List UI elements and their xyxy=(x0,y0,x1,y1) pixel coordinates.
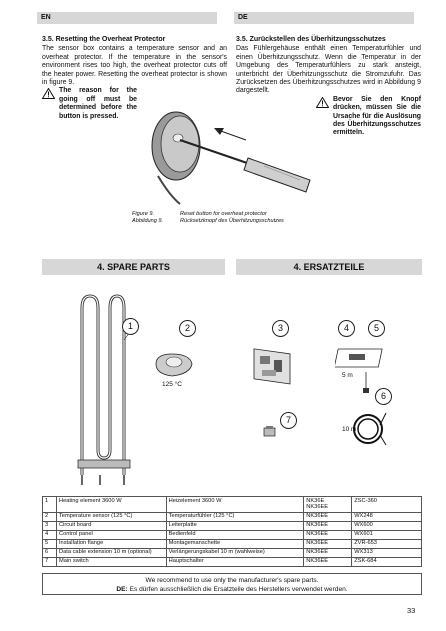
table-row xyxy=(43,497,422,513)
ersatzteile-heading: 4. ERSATZTEILE xyxy=(293,262,365,272)
callout-1 xyxy=(122,318,139,335)
table-cell-no: 4 xyxy=(43,530,57,539)
table-cell-en: Main switch xyxy=(56,557,166,566)
callout-3 xyxy=(272,320,289,337)
callout-1-label: 1 xyxy=(127,321,133,331)
figure-caption-en xyxy=(132,211,284,218)
table-cell-en: Installation flange xyxy=(56,539,166,548)
cable-drawing xyxy=(360,372,374,394)
table-cell-no: 5 xyxy=(43,539,57,548)
callout-3-label: 3 xyxy=(277,323,283,333)
table-cell-code: WX248 xyxy=(352,512,422,521)
table-cell-code: WX313 xyxy=(352,548,422,557)
ersatzteile-banner xyxy=(236,259,422,275)
callout-6-label: 6 xyxy=(380,391,386,401)
table-cell-model: NK36EE xyxy=(304,548,352,557)
table-row xyxy=(43,539,422,548)
callout-4 xyxy=(338,320,355,337)
table-cell-model: NK36EE xyxy=(304,521,352,530)
de-warning xyxy=(316,96,421,138)
table-cell-no: 3 xyxy=(43,521,57,530)
callout-2 xyxy=(179,320,196,337)
spare-parts-note xyxy=(42,573,422,595)
spare-parts-table xyxy=(42,496,422,567)
table-cell-code: WX601 xyxy=(352,530,422,539)
table-cell-en: Control panel xyxy=(56,530,166,539)
table-cell-en: Data cable extension 10 m (optional) xyxy=(56,548,166,557)
note-de-prefix: DE: xyxy=(116,586,128,593)
temperature-sensor-drawing xyxy=(152,350,197,380)
table-cell-de: Hauptschalter xyxy=(166,557,304,566)
figure-caption-de xyxy=(132,218,284,225)
table-cell-code: ZVR-653 xyxy=(352,539,422,548)
table-cell-de: Leiterplatte xyxy=(166,521,304,530)
reset-button-illustration xyxy=(140,100,320,208)
callout-4-label: 4 xyxy=(343,323,349,333)
table-row xyxy=(43,512,422,521)
circuit-board-drawing xyxy=(248,342,298,392)
spare-parts-banner xyxy=(42,259,225,275)
de-warning-text: Bevor Sie den Knopf drücken, müssen Sie die Ursache für die Auslösung des Überhitzungsschutzes ermitteln. xyxy=(333,95,421,137)
figure-caption xyxy=(132,211,284,225)
callout-7-label: 7 xyxy=(285,415,291,425)
en-section-title: 3.5. Resetting the Overheat Protector xyxy=(42,36,166,43)
spare-parts-heading: 4. SPARE PARTS xyxy=(97,262,170,272)
length-10m-label: 10 m xyxy=(342,426,357,433)
table-cell-en: Circuit board xyxy=(56,521,166,530)
callout-7 xyxy=(280,412,297,429)
table-cell-model: NK36EE xyxy=(304,512,352,521)
table-cell-de: Verlängerungskabel 10 m (wahlweise) xyxy=(166,548,304,557)
temp-label: 125 °C xyxy=(162,381,182,388)
lang-label-de: DE xyxy=(238,14,248,21)
de-body-text: Das Fühlergehäuse enthält einen Temperaturfühler und einen Überhitzungsschutz. Wenn die Temperatur in der Umgebung des Temperaturfühlers zu stark ansteigt, unterbricht der Überhitzungsschutz die Stromzufuhr. Das Zurücksetzen des Überhitzungsschutzes wird in Abbildung 9 dargestellt. xyxy=(236,45,421,95)
en-warning-text: The reason for the going off must be determined before the button is pressed. xyxy=(59,87,137,120)
figure-label-en: Figure 9. xyxy=(132,211,155,217)
table-cell-en: Temperature sensor (125 °C) xyxy=(56,512,166,521)
callout-5-label: 5 xyxy=(373,323,379,333)
table-cell-no: 7 xyxy=(43,557,57,566)
table-cell-model: NK36E NK36EE xyxy=(304,497,352,513)
callout-2-label: 2 xyxy=(184,323,190,333)
table-cell-de: Heizelement 3600 W xyxy=(166,497,304,513)
table-cell-no: 1 xyxy=(43,497,57,513)
table-cell-de: Montagemanschette xyxy=(166,539,304,548)
table-cell-en: Heating element 3600 W xyxy=(56,497,166,513)
table-cell-no: 6 xyxy=(43,548,57,557)
main-switch-drawing xyxy=(262,425,278,439)
callout-5 xyxy=(368,320,385,337)
figure-text-en: Reset button for overheat protector xyxy=(180,211,267,217)
control-panel-drawing xyxy=(335,345,387,373)
callout-6 xyxy=(375,388,392,405)
table-cell-model: NK36EE xyxy=(304,539,352,548)
table-cell-model: NK36EE xyxy=(304,557,352,566)
lang-tab-en xyxy=(37,12,217,24)
table-cell-no: 2 xyxy=(43,512,57,521)
figure-label-de: Abbildung 9. xyxy=(132,218,164,224)
page-number: 33 xyxy=(407,606,416,615)
length-5m-label: 5 m xyxy=(342,372,353,379)
lang-tab-de xyxy=(234,12,414,24)
warning-icon xyxy=(42,88,55,99)
spare-parts-table-body xyxy=(43,497,422,567)
note-de: Es dürfen ausschließlich die Ersatzteile des Herstellers verwendet werden. xyxy=(129,586,348,593)
note-en: We recommend to use only the manufacturer's spare parts. xyxy=(145,577,319,584)
note-de-line xyxy=(43,585,421,594)
table-cell-model: NK36EE xyxy=(304,530,352,539)
lang-label-en: EN xyxy=(41,14,51,21)
table-cell-code: WX600 xyxy=(352,521,422,530)
de-section-title: 3.5. Zurückstellen des Überhitzungsschutzes xyxy=(236,36,386,43)
table-row xyxy=(43,557,422,566)
table-cell-code: ZSC-360 xyxy=(352,497,422,513)
table-cell-de: Bedienfeld xyxy=(166,530,304,539)
table-cell-code: ZSK-684 xyxy=(352,557,422,566)
table-cell-de: Temperaturfühler (125 °C) xyxy=(166,512,304,521)
table-row xyxy=(43,530,422,539)
table-row xyxy=(43,548,422,557)
en-body-text: The sensor box contains a temperature sensor and an overheat protector. If the temperature in the sensor's environment rises too high, the overheat protector cuts off the heater power. Resetting the overheat protector is shown in figure 9. xyxy=(42,45,227,87)
figure-text-de: Rücksetzknopf des Überhitzungsschutzes xyxy=(180,218,284,224)
table-row xyxy=(43,521,422,530)
